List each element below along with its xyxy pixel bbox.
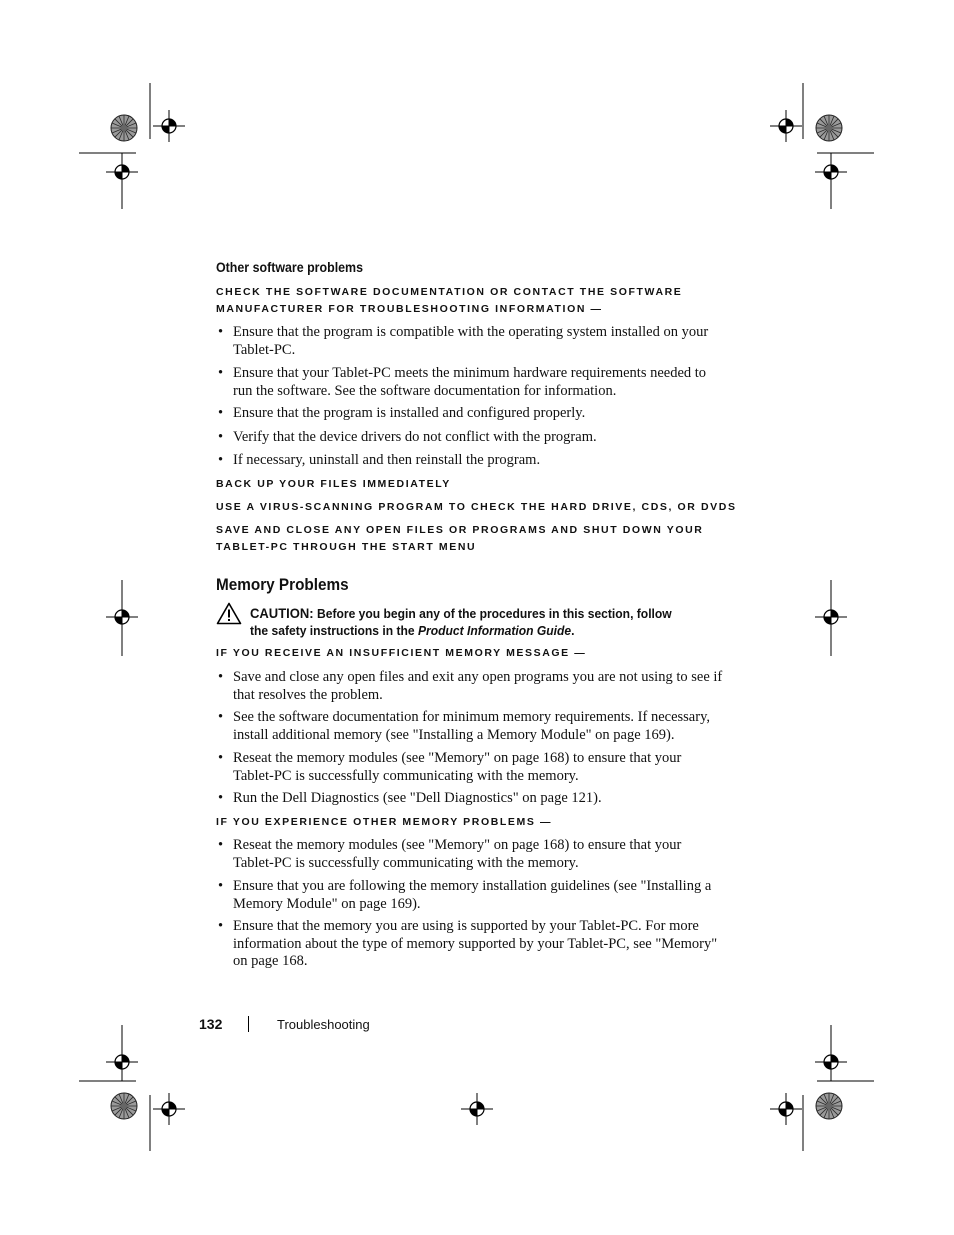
caution-text: Before you begin any of the procedures in this section, follow the safety instructions in the (250, 606, 672, 638)
caution-note: CAUTION: Before you begin any of the procedures in this section, follow the safety instructions in the Product Information Guide. (250, 605, 672, 638)
caution-label: CAUTION: (250, 605, 314, 621)
footer-divider (248, 1016, 249, 1032)
list-item: • Run the Dell Diagnostics (see "Dell Diagnostics" on page 121). (218, 790, 602, 806)
list-item: • See the software documentation for minimum memory requirements. If necessary, install additional memory (see "Installing a Memory Module" on page 169). (218, 709, 711, 743)
list-item: • Ensure that the program is compatible with the operating system installed on your Tablet-PC. (218, 324, 709, 358)
list-item: • Ensure that the program is installed and configured properly. (218, 405, 586, 421)
other-memory-heading: IF YOU EXPERIENCE OTHER MEMORY PROBLEMS — (216, 816, 553, 828)
backup-heading: BACK UP YOUR FILES IMMEDIATELY (216, 478, 451, 490)
list-item: • Ensure that you are following the memory installation guidelines (see "Installing a Memory Module" on page 169). (218, 878, 712, 912)
list-item: • Ensure that the memory you are using is supported by your Tablet-PC. For more information about the type of memory supported by your Tablet-PC, see "Memory" on page 168. (218, 918, 718, 969)
page-number: 132 (199, 1016, 223, 1032)
list-item: • If necessary, uninstall and then reinstall the program. (218, 452, 541, 468)
virus-scan-heading: USE A VIRUS-SCANNING PROGRAM TO CHECK THE HARD DRIVE, CDS, OR DVDS (216, 501, 737, 513)
list-item: • Save and close any open files and exit any open programs you are not using to see if that resolves the problem. (218, 669, 723, 703)
list-item: • Verify that the device drivers do not conflict with the program. (218, 429, 597, 445)
memory-problems-heading: Memory Problems (216, 575, 349, 594)
save-close-heading: SAVE AND CLOSE ANY OPEN FILES OR PROGRAMS AND SHUT DOWN YOUR TABLET-PC THROUGH THE START MENU (216, 524, 704, 553)
guide-title: Product Information Guide (417, 623, 572, 638)
check-documentation-heading: CHECK THE SOFTWARE DOCUMENTATION OR CONTACT THE SOFTWARE MANUFACTURER FOR TROUBLESHOOTING INFORMATION — (216, 286, 683, 315)
list-item: • Ensure that your Tablet-PC meets the minimum hardware requirements needed to run the software. See the software documentation for information. (218, 365, 707, 399)
warning-triangle-icon (216, 602, 242, 625)
list-item: • Reseat the memory modules (see "Memory" on page 168) to ensure that your Tablet-PC is successfully communicating with the memory. (218, 837, 682, 871)
section-subheading: Other software problems (216, 260, 364, 275)
list-item: • Reseat the memory modules (see "Memory" on page 168) to ensure that your Tablet-PC is successfully communicating with the memory. (218, 750, 682, 784)
footer-section-title: Troubleshooting (277, 1017, 370, 1032)
insufficient-memory-heading: IF YOU RECEIVE AN INSUFFICIENT MEMORY MESSAGE — (216, 647, 587, 659)
